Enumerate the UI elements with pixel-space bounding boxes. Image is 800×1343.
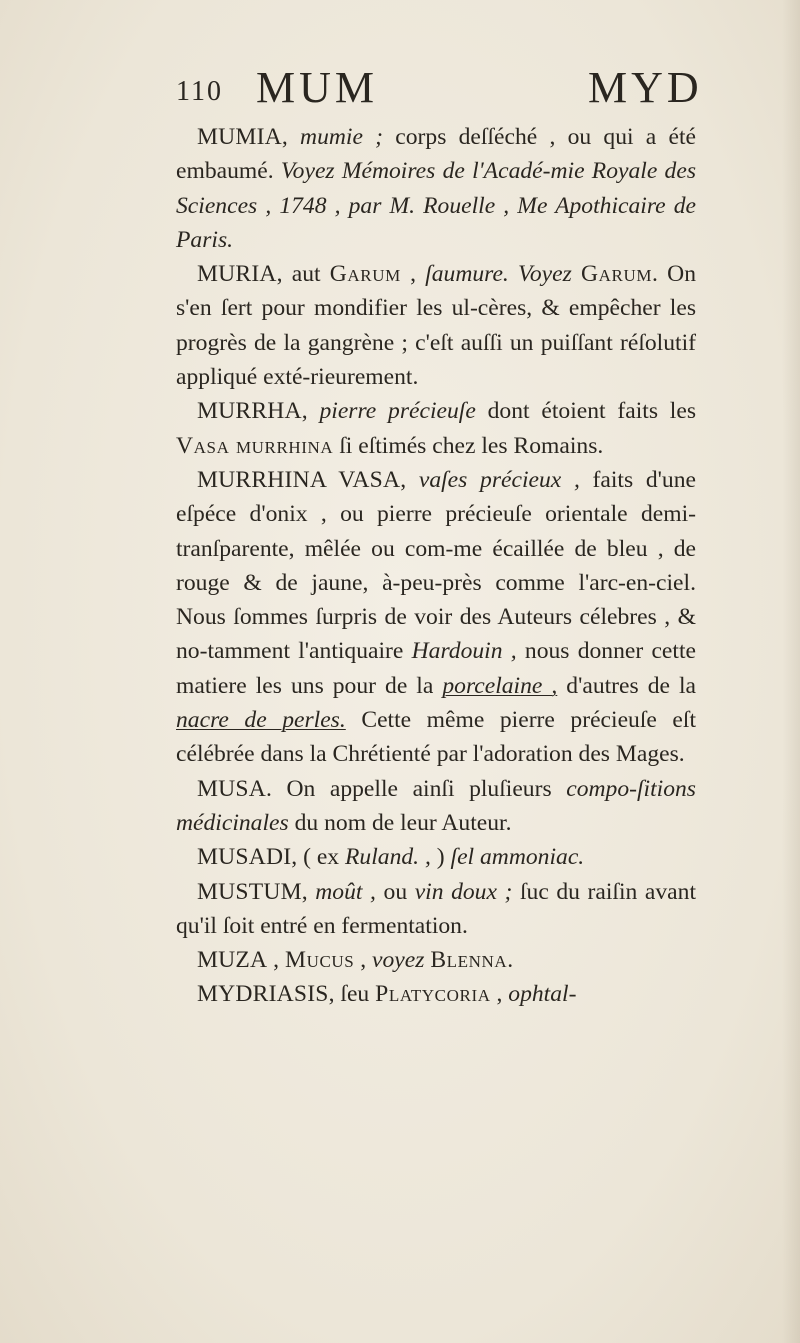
entry-mustum (176, 875, 696, 944)
entry-text-run: Ruland. , (345, 844, 431, 871)
entry-text-run: vin doux ; (414, 878, 513, 905)
entry-text-run: Mucus (284, 947, 355, 974)
running-head-right: MYD (588, 63, 703, 112)
entry-murrhina-vasa (176, 463, 696, 772)
page-edge-shadow (782, 0, 800, 1343)
headword: MURRHINA VASA (197, 466, 401, 493)
entry-text-run: , (490, 981, 509, 1008)
headword: MUZA (197, 947, 268, 974)
entry-text-run: , (400, 466, 419, 493)
entry-text-run: nacre de perles. (176, 707, 346, 734)
entry-text-run: , (301, 878, 316, 905)
entry-text-run: Vasa murrhina (176, 432, 334, 459)
entry-text-run: , (354, 947, 373, 974)
headword: MYDRIASIS (197, 981, 329, 1008)
headword: MURRHA (197, 398, 302, 425)
headword: MUMIA (197, 124, 282, 150)
entry-musa (176, 772, 696, 841)
headword: MUSADI (197, 844, 292, 871)
page-header (176, 62, 703, 114)
entry-text-run: , ( ex (291, 844, 346, 871)
entry-text-run: porcelaine , (442, 672, 558, 699)
entry-muria (176, 257, 696, 394)
entry-text-run: voyez (372, 947, 425, 974)
entry-text-run: faits d'une eſpéce d'onix , ou pierre précieuſe orientale demi-tranſparente, mêlée ou com-me écaillée de bleu , de rouge & de jaune, à-peu-près comme l'arc-en-ciel. Nous ſommes ſurpris de voir des Auteurs célebres , & no-tamment l'antiquaire (176, 466, 696, 665)
entry-mumia (176, 120, 696, 257)
entry-text-run: Garum (580, 261, 653, 288)
entry-text-run: vaſes précieux , (418, 466, 580, 493)
entry-text-run: , (267, 947, 285, 974)
entry-muza (176, 943, 696, 977)
entry-text-run: ) (430, 844, 451, 871)
entry-text-run: pierre précieuſe (319, 398, 476, 425)
entry-text-run: compo-ſitions médicinales (176, 775, 696, 836)
entry-text-run: corps deſſéché , ou qui a été embaumé. (176, 124, 696, 185)
entry-text-run: dont étoient faits les (475, 398, 696, 425)
entry-text-run: , (400, 261, 426, 288)
headword: MUSTUM (197, 878, 302, 905)
entry-musadi (176, 840, 696, 874)
entry-text-run: Blenna (430, 947, 508, 974)
entry-text-run: Garum (329, 261, 401, 288)
entry-text-run: . On s'en ſert pour mondifier les ul-cères, & empêcher les progrès de la gangrène ; c'eſt auſſi un puiſſant réſolutif appliqué exté-rieurement. (176, 261, 696, 391)
entry-text-run: . On appelle ainſi pluſieurs (265, 775, 567, 802)
entry-text-run: Platycoria (375, 981, 491, 1008)
entry-text-run: ou (375, 878, 415, 905)
entry-text-run: , aut (276, 261, 330, 288)
headword: MUSA (197, 775, 266, 802)
entry-text-run: ophtal- (508, 981, 577, 1008)
entry-text-run: mumie ; (300, 124, 384, 150)
entry-text-run: nous donner cette matiere les uns pour de la (176, 638, 696, 699)
entry-text-run: . (507, 947, 514, 974)
entry-text-run: moût , (315, 878, 376, 905)
entry-text-run: ſaumure. Voyez (425, 261, 572, 288)
entry-text-run: ſi eſtimés chez les Romains. (333, 432, 604, 459)
entry-text-run: Voyez Mémoires de l'Acadé-mie Royale des Sciences , 1748 , par M. Rouelle , Me Apothicaire de Paris. (176, 158, 697, 253)
page-number: 110 (176, 76, 223, 107)
entry-text-run: Hardouin , (411, 638, 517, 665)
entry-text-run (572, 261, 581, 287)
running-head-left: MUM (256, 63, 379, 112)
entry-text-run: , (281, 124, 301, 150)
entry-text-run: , ſeu (328, 981, 376, 1008)
entry-text-run: , (301, 398, 320, 425)
entry-text-run: ſuc du raiſin avant qu'il ſoit entré en fermentation. (176, 878, 697, 939)
dictionary-entries (176, 120, 696, 1012)
entry-mydriasis (176, 977, 696, 1011)
entry-text-run: du nom de leur Auteur. (288, 809, 512, 836)
entry-murrha (176, 394, 696, 463)
entry-text-run: d'autres de la (557, 672, 696, 699)
headword: MURIA (197, 261, 277, 288)
entry-text-run: Cette même pierre précieuſe eſt célébrée dans la Chrétienté par l'adoration des Mages. (176, 707, 697, 768)
entry-text-run: ſel ammoniac. (450, 844, 585, 871)
